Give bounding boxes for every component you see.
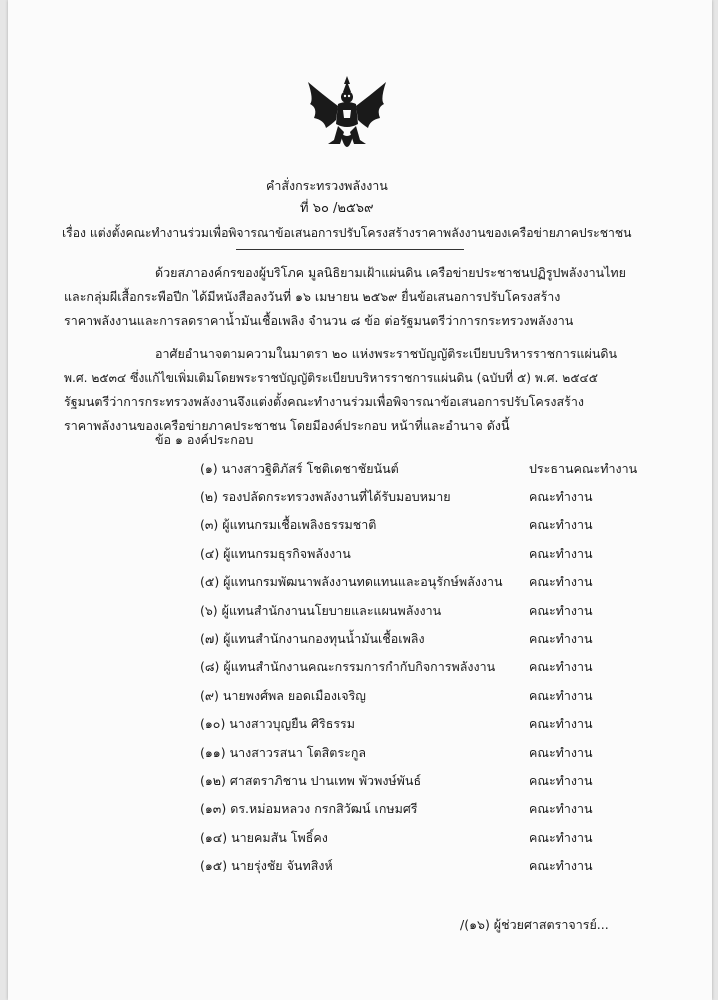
member-role: คณะทำงาน: [529, 773, 593, 788]
para1-line3: ราคาพลังงานและการลดราคาน้ำมันเชื้อเพลิง จำนวน ๘ ข้อ ต่อรัฐมนตรีว่าการกระทรวงพลังงาน: [64, 313, 574, 328]
member-label: (๑๕) นายรุ่งชัย จันทสิงห์: [200, 858, 333, 873]
member-role: คณะทำงาน: [529, 546, 593, 561]
para1-line1: ด้วยสภาองค์กรของผู้บริโภค มูลนิธิยามเฝ้าแผ่นดิน เครือข่ายประชาชนปฏิรูปพลังงานไทย: [155, 265, 626, 280]
member-role: คณะทำงาน: [529, 716, 593, 731]
member-role: ประธานคณะทำงาน: [529, 461, 638, 476]
member-label: (๑๐) นางสาวบุญยืน ศิริธรรม: [200, 716, 355, 731]
member-label: (๙) นายพงศ์พล ยอดเมืองเจริญ: [200, 688, 366, 703]
para2-line2: พ.ศ. ๒๕๓๔ ซึ่งแก้ไขเพิ่มเติมโดยพระราชบัญญัติระเบียบบริหารราชการแผ่นดิน (ฉบับที่ ๕) พ.ศ. ๒๕๔๕: [64, 371, 598, 385]
member-role: คณะทำงาน: [529, 603, 593, 618]
member-role: คณะทำงาน: [529, 745, 593, 760]
member-label: (๑๑) นางสาวรสนา โตสิตระกูล: [200, 745, 367, 760]
continuation-note: /(๑๖) ผู้ช่วยศาสตราจารย์...: [460, 917, 609, 932]
member-label: (๑๔) นายคมสัน โพธิ์คง: [200, 830, 328, 845]
member-role: คณะทำงาน: [529, 858, 593, 873]
member-role: คณะทำงาน: [529, 830, 593, 845]
para2-line3: รัฐมนตรีว่าการกระทรวงพลังงานจึงแต่งตั้งคณะทำงานร่วมเพื่อพิจารณาข้อเสนอการปรับโครงสร้าง: [64, 394, 584, 409]
member-label: (๗) ผู้แทนสำนักงานกองทุนน้ำมันเชื้อเพลิง: [200, 631, 425, 646]
member-role: คณะทำงาน: [529, 489, 593, 504]
order-number: ที่ ๖๐ /๒๕๖๙: [300, 201, 374, 216]
member-role: คณะทำงาน: [529, 574, 593, 589]
para2-line1: อาศัยอำนาจตามความในมาตรา ๒๐ แห่งพระราชบัญญัติระเบียบบริหารราชการแผ่นดิน: [155, 346, 618, 361]
member-role: คณะทำงาน: [529, 688, 593, 703]
order-subject: เรื่อง แต่งตั้งคณะทำงานร่วมเพื่อพิจารณาข้อเสนอการปรับโครงสร้างราคาพลังงานของเครือข่ายภาคประชาชน: [62, 226, 632, 240]
para2-line4: ราคาพลังงานของเครือข่ายภาคประชาชน โดยมีองค์ประกอบ หน้าที่และอำนาจ ดังนี้: [64, 418, 510, 433]
section-1-title: ข้อ ๑ องค์ประกอบ: [155, 432, 254, 447]
para1-line2: และกลุ่มผีเสื้อกระพือปีก ได้มีหนังสือลงวันที่ ๑๖ เมษายน ๒๕๖๙ ยื่นข้อเสนอการปรับโครงสร้าง: [64, 289, 561, 304]
member-label: (๖) ผู้แทนสำนักงานนโยบายและแผนพลังงาน: [200, 603, 442, 618]
member-role: คณะทำงาน: [529, 631, 593, 646]
member-label: (๘) ผู้แทนสำนักงานคณะกรรมการกำกับกิจการพลังงาน: [200, 659, 496, 674]
member-role: คณะทำงาน: [529, 517, 593, 532]
member-label: (๒) รองปลัดกระทรวงพลังงานที่ได้รับมอบหมาย: [200, 489, 451, 504]
subject-divider: [236, 249, 464, 250]
order-title: คำสั่งกระทรวงพลังงาน: [266, 178, 388, 193]
member-role: คณะทำงาน: [529, 659, 593, 674]
member-label: (๑) นางสาวฐิติภัสร์ โชติเดชาชัยนันต์: [200, 461, 399, 476]
member-label: (๑๒) ศาสตราภิชาน ปานเทพ พัวพงษ์พันธ์: [200, 773, 422, 788]
document-page: [8, 0, 712, 1000]
garuda-emblem-icon: [304, 74, 390, 162]
member-label: (๔) ผู้แทนกรมธุรกิจพลังงาน: [200, 546, 351, 561]
member-label: (๓) ผู้แทนกรมเชื้อเพลิงธรรมชาติ: [200, 517, 377, 532]
member-label: (๑๓) ดร.หม่อมหลวง กรกสิวัฒน์ เกษมศรี: [200, 801, 418, 816]
member-role: คณะทำงาน: [529, 801, 593, 816]
member-label: (๕) ผู้แทนกรมพัฒนาพลังงานทดแทนและอนุรักษ์พลังงาน: [200, 574, 503, 589]
